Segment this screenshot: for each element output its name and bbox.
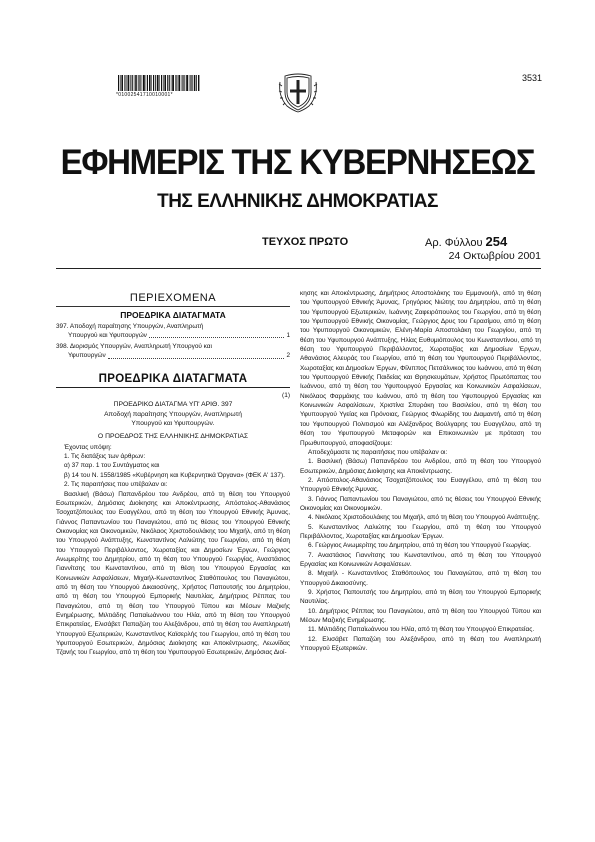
toc-item bbox=[56, 342, 290, 361]
body-paragraph: 5. Κωνσταντίνος Λαλιώτης του Γεωργίου, από τη θέση του Υπουργού Περιβάλλοντος, Χωροταξίας και Δημοσίων Έργων. bbox=[300, 523, 541, 540]
body-paragraph: α) 37 παρ. 1 του Συντάγματος και bbox=[64, 462, 160, 470]
republic-subtitle: ΤΗΣ ΕΛΛΗΝΙΚΗΣ ΔΗΜΟΚΡΑΤΙΑΣ bbox=[157, 191, 438, 212]
toc-heading: ΠΕΡΙΕΧΟΜΕΝΑ bbox=[129, 292, 217, 304]
sheet-label: Αρ. Φύλλου bbox=[425, 237, 483, 249]
body-paragraph: Βασιλική (Βάσω) Παπανδρέου του Ανδρέου, από τη θέση του Υπουργού Εσωτερικών, Δημόσιας Διοίκησης και Αποκέντρωσης, Απόστολος-Αθανάσιος Τσοχατζόπουλος του Ευαγγέλου, από τη θέση του Υπουργού Εθνικής Άμυνας, Γιάννος Παπαντωνίου του Παναγιώτου, από τις θέσεις του Υπουργού Εθνικής Οικονομίας και Οικονομικών, Νικόλαος Χριστοδουλάκης του Μιχαήλ, από τη θέση του Υπουργού Ανάπτυξης, Κωνσταντίνος Λαλιώτης του Γεωργίου, από τη θέση του Υπουργού Περιβάλλοντος, Χωροταξίας και Δημοσίων Έργων, Γεώργιος Ανωμερίτης του Δημητρίου, από τη θέση του Υπουργού Γεωργίας, Αναστάσιος Γιαννίτσης του Κωνσταντίνου, από τη θέση του Υπουργού Εργασίας και Κοινωνικών Ασφαλίσεων, Μιχαήλ-Κωνσταντίνος Σταθόπουλος του Παναγιώτου, από τη θέση του Υπουργού Δικαιοσύνης, Χρήστος Παπουτσής του Δημητρίου, από τη θέση του Υπουργού Εμπορικής Ναυτιλίας, Δημήτριος Ρέππας του Παναγιώτου, από τη θέση του Υπουργού Τύπου και Μέσων Μαζικής Ενημέρωσης, Μιλτιάδης Παπαϊωάννου του Ηλία, από τη θέση του Υπουργού Επικρατείας, Ελισάβετ Παπαζώη του Αλεξάνδρου, από τη θέση του Αναπληρωτή Υπουργού Εξωτερικών, Κωνσταντίνος Καϊσερλής του Γεωργίου, από τη θέση του Υφυπουργού Εσωτερικών, Δημόσιας Διοίκησης και Αποκέντρωσης, Λεωνίδας Τζανής του Γεωργίου, από τη θέση του Υφυπουργού Εσωτερικών, Δημόσιας Διοί- bbox=[56, 490, 290, 657]
left-column bbox=[56, 290, 290, 658]
barcode-number: *01002541710010001* bbox=[116, 92, 173, 98]
decrees-divider bbox=[56, 387, 290, 388]
issue-label: ΤΕΥΧΟΣ ΠΡΩΤΟ bbox=[262, 236, 349, 248]
president-line: Ο ΠΡΟΕΔΡΟΣ ΤΗΣ ΕΛΛΗΝΙΚΗΣ ΔΗΜΟΚΡΑΤΙΑΣ bbox=[97, 432, 249, 440]
toc-item-line: Υπουργού και Υφυπουργών bbox=[68, 331, 147, 339]
body-paragraph: Αποδεχόμαστε τις παραιτήσεις που υπέβαλαν οι: bbox=[308, 448, 448, 456]
right-column bbox=[300, 289, 541, 653]
toc-item-line: 397. Αποδοχή παραίτησης Υπουργών, Αναπληρωτή bbox=[56, 322, 204, 330]
page-number: 3531 bbox=[521, 73, 542, 83]
toc-item-line: Υφυπουργών bbox=[68, 352, 106, 360]
footnote-marker: (1) bbox=[282, 391, 290, 399]
body-paragraph: 9. Χρήστος Παπουτσής του Δημητρίου, από τη θέση του Υπουργού Εμπορικής Ναυτιλίας. bbox=[300, 589, 541, 606]
decree-description-line: Υπουργού και Υφυπουργών. bbox=[131, 419, 215, 427]
body-paragraph: Έχοντας υπόψη: bbox=[64, 443, 112, 451]
decree-title: ΠΡΟΕΔΡΙΚΟ ΔΙΑΤΑΓΜΑ ΥΠ' ΑΡΙΘ. 397 bbox=[113, 400, 233, 408]
sheet-number: 254 bbox=[485, 234, 508, 249]
barcode bbox=[118, 75, 200, 91]
toc-leader-dots bbox=[108, 351, 285, 358]
body-paragraph: 4. Νικόλαος Χριστοδουλάκης του Μιχαήλ, από τη θέση του Υπουργού Ανάπτυξης. bbox=[308, 514, 540, 522]
toc-page: 2 bbox=[286, 352, 290, 360]
decree-description bbox=[56, 410, 290, 428]
body-paragraph: β) 14 του Ν. 1558/1985 «Κυβέρνηση και Κυβερνητικά Όργανα» (ΦΕΚ Α' 137). bbox=[64, 471, 285, 479]
header-divider bbox=[56, 268, 541, 269]
body-paragraph: 1. Βασιλική (Βάσω) Παπανδρέου του Ανδρέου, από τη θέση του Υπουργού Εσωτερικών, Δημόσιας Διοίκησης και Αποκέντρωσης. bbox=[300, 458, 541, 475]
body-paragraph: 12. Ελισάβετ Παπαζώη του Αλεξάνδρου, από τη θέση του Αναπληρωτή Υπουργού Εξωτερικών. bbox=[300, 635, 541, 653]
sheet-number-label bbox=[425, 234, 507, 249]
greek-coat-of-arms-icon bbox=[277, 70, 319, 114]
body-paragraph: 2. Τις παραιτήσεις που υπέβαλαν οι: bbox=[64, 481, 168, 489]
body-paragraph: 1. Τις διατάξεις των άρθρων: bbox=[64, 453, 146, 461]
body-paragraph: 3. Γιάννος Παπαντωνίου του Παναγιώτου, από τις θέσεις του Υπουργού Εθνικής Οικονομίας και Οικονομικών. bbox=[300, 495, 541, 512]
toc-leader-dots bbox=[149, 331, 285, 338]
decrees-heading: ΠΡΟΕΔΡΙΚΑ ΔΙΑΤΑΓΜΑΤΑ bbox=[98, 372, 248, 385]
gazette-title: ΕΦΗΜΕΡΙΣ ΤΗΣ ΚΥΒΕΡΝΗΣΕΩΣ bbox=[60, 141, 535, 182]
body-paragraph: 8. Μιχαήλ - Κωνσταντίνος Σταθόπουλος του Παναγιώτου, από τη θέση του Υπουργού Δικαιοσύνης. bbox=[300, 570, 541, 587]
body-paragraph: 6. Γεώργιος Ανωμερίτης του Δημητρίου, από τη θέση του Υπουργού Γεωργίας. bbox=[308, 542, 531, 550]
issue-date: 24 Οκτωβρίου 2001 bbox=[448, 250, 541, 262]
body-paragraph: 7. Αναστάσιος Γιαννίτσης του Κωνσταντίνου, από τη θέση του Υπουργού Εργασίας και Κοινωνικών Ασφαλίσεων. bbox=[300, 551, 541, 568]
toc-page: 1 bbox=[286, 331, 290, 339]
body-paragraph: 2. Απόστολος-Αθανάσιος Τσοχατζόπουλος του Ευαγγέλου, από τη θέση του Υπουργού Εθνικής Άμυνας. bbox=[300, 476, 541, 494]
toc-item-line: 398. Διορισμός Υπουργών, Αναπληρωτή Υπουργού και bbox=[56, 343, 212, 351]
toc-subheading: ΠΡΟΕΔΡΙΚΑ ΔΙΑΤΑΓΜΑΤΑ bbox=[120, 309, 226, 320]
toc-item bbox=[56, 322, 290, 341]
left-body bbox=[56, 443, 290, 658]
body-paragraph: 10. Δημήτριος Ρέππας του Παναγιώτου, από τη θέση του Υπουργού Τύπου και Μέσων Μαζικής Ενημέρωσης. bbox=[300, 607, 541, 625]
toc-divider bbox=[56, 306, 290, 307]
body-paragraph: 11. Μιλτιάδης Παπαϊωάννου του Ηλία, από τη θέση του Υπουργού Επικρατείας. bbox=[308, 626, 535, 634]
body-paragraph: κησης και Αποκέντρωσης, Δημήτριος Αποστολάκης του Εμμανουήλ, από τη θέση του Υφυπουργού Εθνικής Άμυνας, Γρηγόριος Νιώτης του Δημητρίου, από τη θέση του Υφυπουργού Εξωτερικών, Ιωάννης Ζαφειρόπουλος του Γεωργίου, από τη θέση του Υφυπουργού Εθνικής Οικονομίας, Γεώργιος Δρυς του Γερασίμου, από τη θέση του Υφυπουργού Οικονομικών, Ελένη-Μαρία Αποστολάκη του Γεωργίου, από τη θέση του Υφυπουργού Ανάπτυξης, Ηλίας Ευθυμιόπουλος του Κωνσταντίνου, από τη θέση του Υφυπουργού Περιβάλλοντος, Χωροταξίας και Δημοσίων Έργων, Αθανάσιος Αλευράς του Γεωργίου, από τη θέση του Υφυπουργού Περιβάλλοντος, Χωροταξίας και Δημοσίων Έργων, Φίλιππος Πετσάλνικος του Ιωάννου, από τη θέση του Υφυπουργού Εθνικής Παιδείας και Θρησκευμάτων, Χρήστος Πρωτόπαπας του Ιωάννου, από τη θέση του Υφυπουργού Εργασίας και Κοινωνικών Ασφαλίσεων, Νικόλαος Φαρμάκης του Ιωάννου, από τη θέση του Υφυπουργού Εργασίας και Κοινωνικών Ασφαλίσεων, Χριστίνα Σπυράκη του Βασιλείου, από τη θέση του Υφυπουργού Υγείας και Πρόνοιας, Γεώργιος Φλωρίδης του Διαμαντή, από τη θέση του Υφυπουργού Πολιτισμού και Αλέξανδρος Βούλγαρης του Ευαγγέλου, από τη θέση του Υφυπουργού Μεταφορών και Επικοινωνιών με πρόταση του Πρωθυπουργού, αποφασίζουμε: bbox=[300, 290, 541, 447]
decree-description-line: Αποδοχή παραίτησης Υπουργών, Αναπληρωτή bbox=[104, 410, 242, 418]
